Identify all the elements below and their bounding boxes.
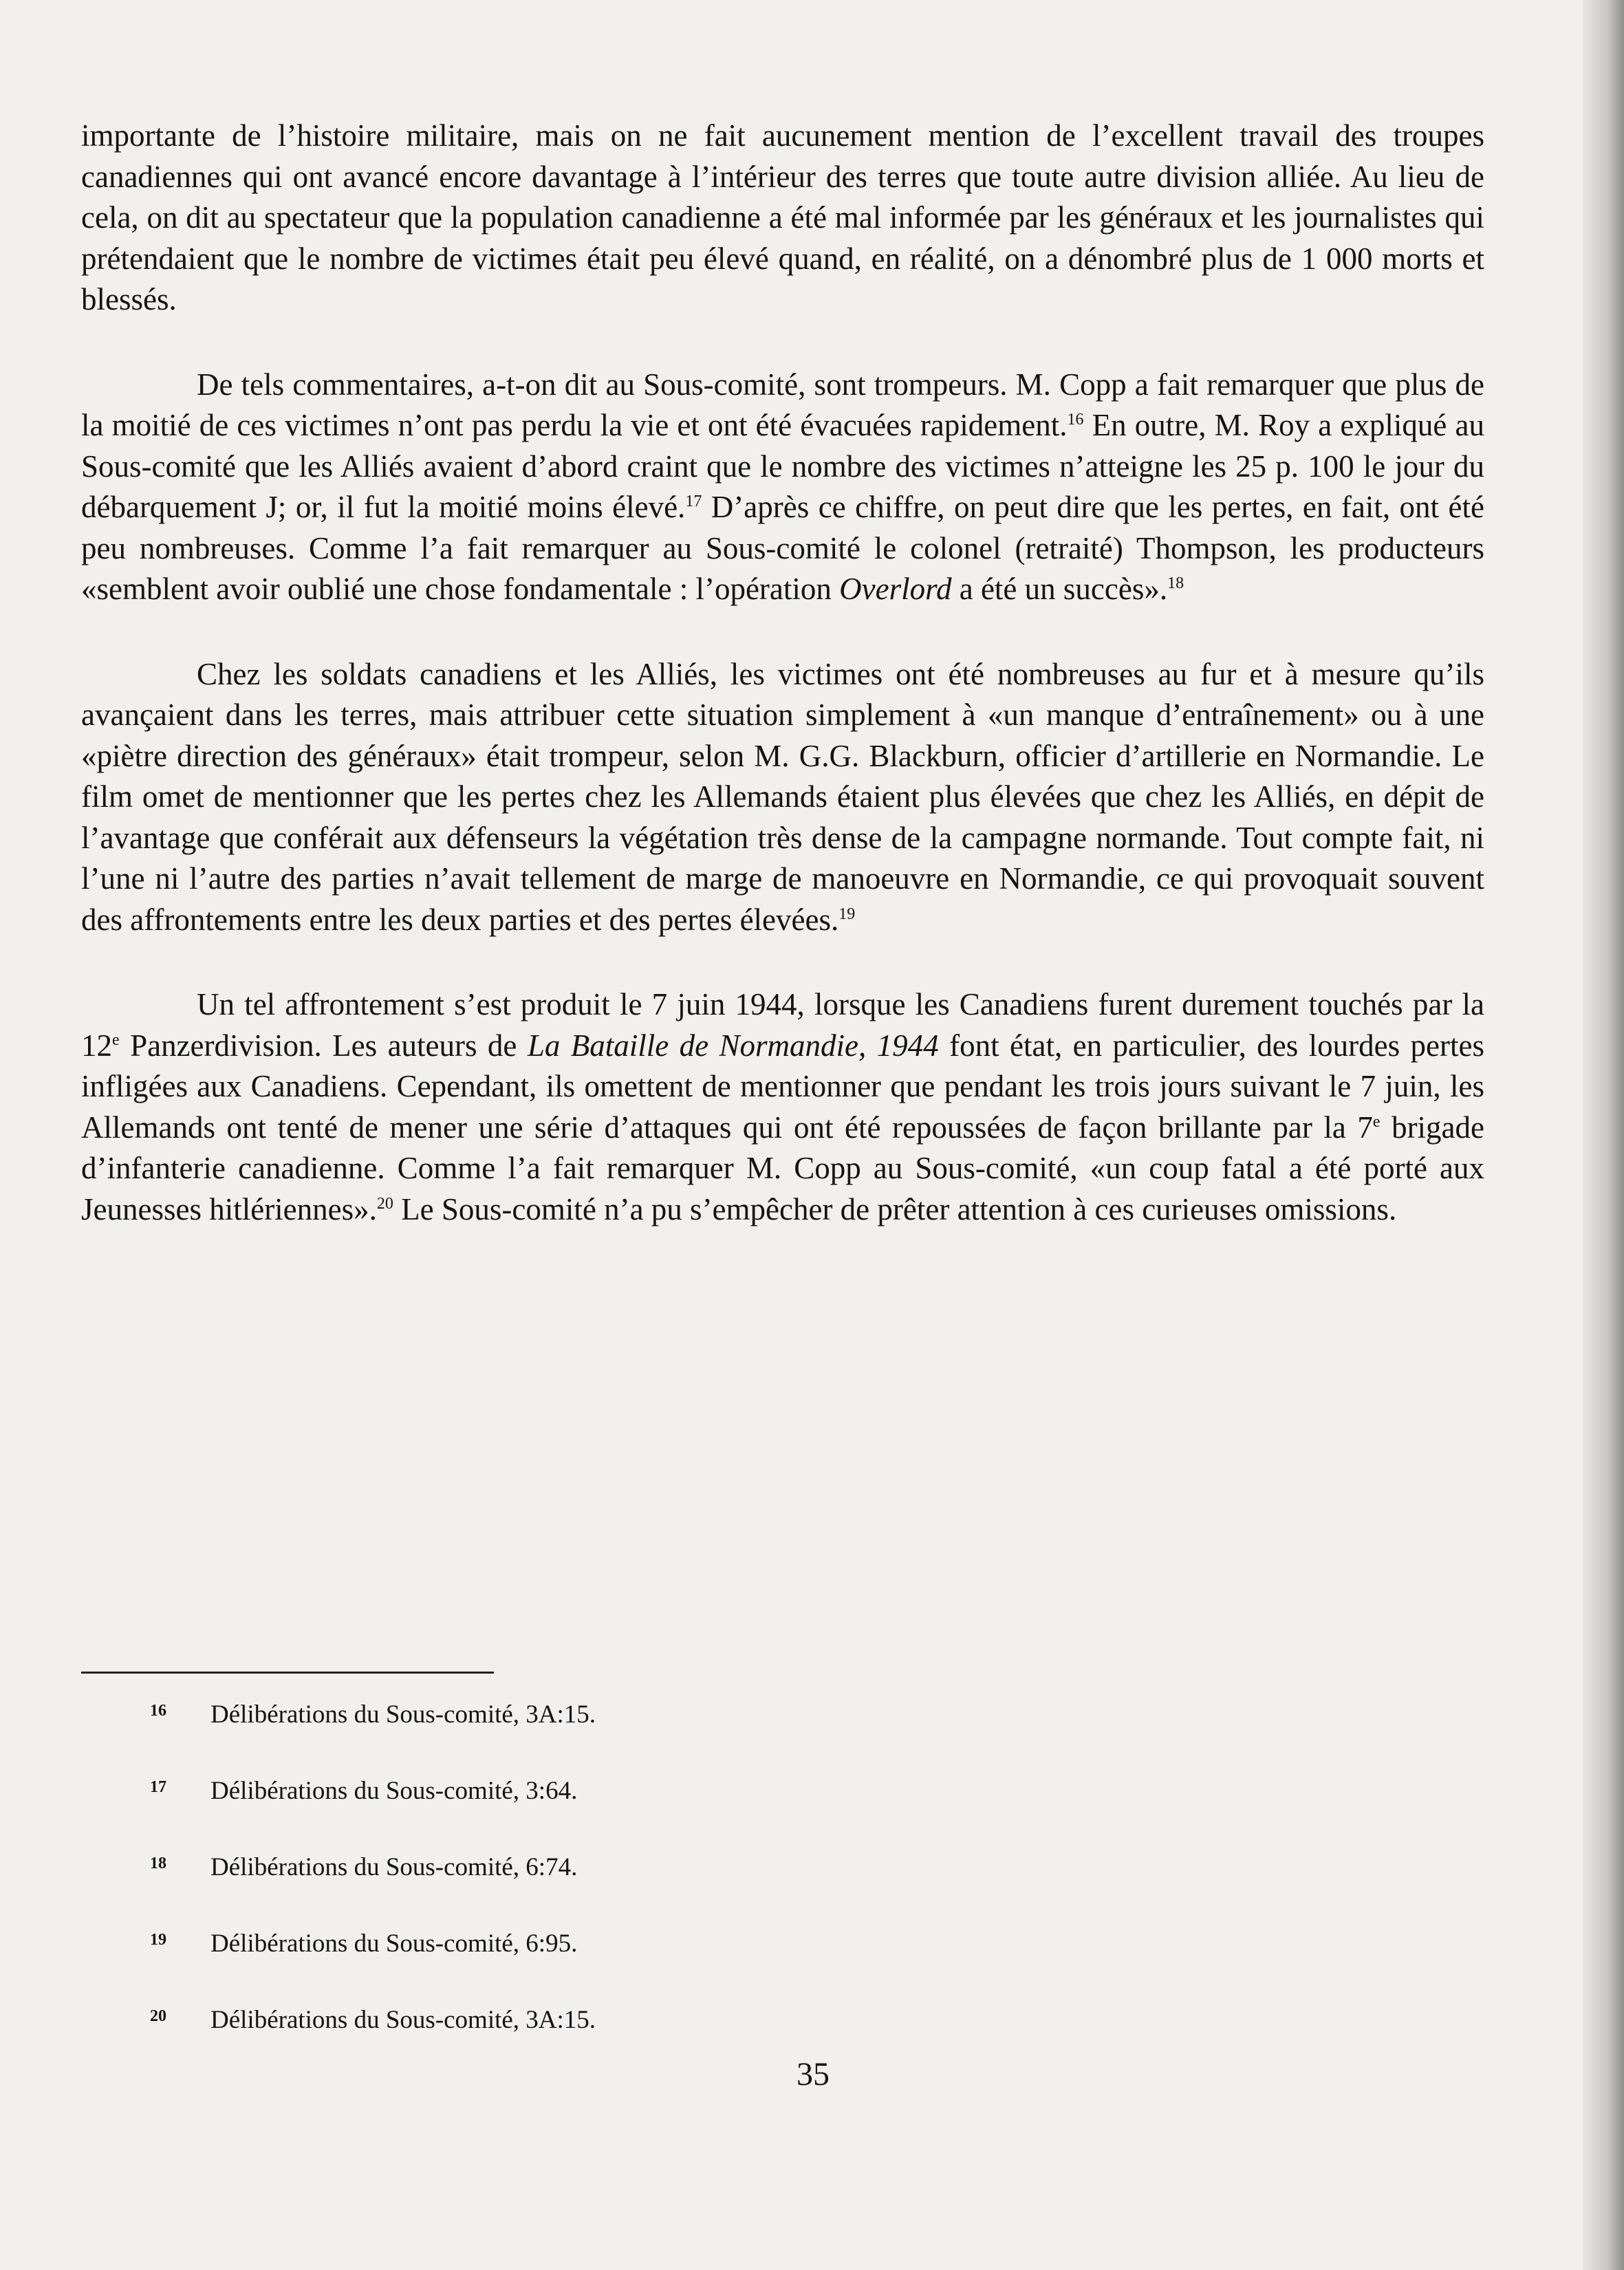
footnote-ref-20: 20 [376,1194,393,1213]
body-text [81,116,1484,1230]
page-number: 35 [797,2056,830,2093]
paragraph-2-text-a: De tels commentaires, a-t-on dit au Sous-comité, sont trompeurs. M. Copp a fait remarquer que plus de la moitié de ces victimes n’ont pas perdu la vie et ont été évacuées rapidement. [81,367,1484,442]
footnote-number: 17 [150,1778,166,1796]
footnote-item [150,1927,1113,2003]
footnote-text: Délibérations du Sous-comité, 3A:15. [210,2006,596,2034]
paragraph-2-text-b: En outre, M. Roy a expliqué au Sous-comité que les Alliés avaient d’abord craint que le nombre des victimes n’atteigne les 25 p. 100 le jour du débarquement J; or, il fut la moitié moins élevé. [81,408,1484,524]
paragraph-2 [81,365,1484,610]
footnote-number: 16 [150,1702,166,1720]
page-edge-shadow [1583,0,1624,2270]
paragraph-4 [81,984,1484,1230]
paragraph-4-text-a: Un tel affrontement s’est produit le 7 juin 1944, lorsque les Canadiens furent durement touchés par la 12 [81,987,1484,1063]
footnotes-list [150,1698,1113,2079]
footnote-ref-16: 16 [1067,411,1084,429]
footnote-text: Délibérations du Sous-comité, 3:64. [210,1777,578,1805]
footnote-ref-17: 17 [685,493,702,510]
footnote-ref-18: 18 [1167,574,1184,592]
paragraph-2-text-d: a été un succès». [951,572,1168,606]
paragraph-4-italic-title: La Bataille de Normandie, 1944 [527,1028,939,1063]
paragraph-2-text-c: D’après ce chiffre, on peut dire que les pertes, en fait, ont été peu nombreuses. Comme l’a fait remarquer au Sous-comité le colonel (retraité) Thompson, les producteurs «semblent avoir oublié une chose fondamentale : l’opération [81,490,1484,606]
footnote-number: 18 [150,1855,166,1872]
footnote-text: Délibérations du Sous-comité, 6:95. [210,1930,578,1958]
footnote-item [150,2003,1113,2079]
ordinal-superscript: e [112,1030,120,1049]
footnote-item [150,1850,1113,1927]
paragraph-4-text-c: font état, en particulier, des lourdes pertes infligées aux Canadiens. Cependant, ils omettent de mentionner que pendant les trois jours suivant le 7 juin, les Allemands ont tenté de mener une série d’attaques qui ont été repoussées de façon brillante par la 7 [81,1028,1484,1145]
footnote-number: 20 [150,2007,166,2025]
footnote-item [150,1698,1113,1774]
footnote-text: Délibérations du Sous-comité, 3A:15. [210,1700,596,1729]
paragraph-4-text-e: Le Sous-comité n’a pu s’empêcher de prêter attention à ces curieuses omissions. [393,1191,1397,1226]
footnote-divider [81,1672,494,1674]
footnote-item [150,1774,1113,1850]
paragraph-1 [81,116,1484,321]
footnote-ref-19: 19 [838,905,856,923]
ordinal-superscript: e [1372,1112,1381,1131]
paragraph-3-text: Chez les soldats canadiens et les Alliés, les victimes ont été nombreuses au fur et à mesure qu’ils avançaient dans les terres, mais attribuer cette situation simplement à «un manque d’entraînement» ou à une «piètre direction des généraux» était trompeur, selon M. G.G. Blackburn, officier d’artillerie en Normandie. Le film omet de mentionner que les pertes chez les Allemands étaient plus élevées que chez les Alliés, en dépit de l’avantage que conférait aux défenseurs la végétation très dense de la campagne normande. Tout compte fait, ni l’une ni l’autre des parties n’avait tellement de marge de manoeuvre en Normandie, ce qui provoquait souvent des affrontements entre les deux parties et des pertes élevées. [81,656,1484,937]
footnote-text: Délibérations du Sous-comité, 6:74. [210,1853,578,1881]
footnote-number: 19 [150,1931,166,1949]
paragraph-1-text: importante de l’histoire militaire, mais on ne fait aucunement mention de l’excellent travail des troupes canadiennes qui ont avancé encore davantage à l’intérieur des terres que toute autre division alliée. Au lieu de cela, on dit au spectateur que la population canadienne a été mal informée par les généraux et les journalistes qui prétendaient que le nombre de victimes était peu élevé quand, en réalité, on a dénombré plus de 1 000 morts et blessés. [81,118,1484,316]
paragraph-4-text-d: brigade d’infanterie canadienne. Comme l’a fait remarquer M. Copp au Sous-comité, «un coup fatal a été porté aux Jeunesses hitlériennes». [81,1110,1484,1226]
paragraph-3 [81,654,1484,941]
paragraph-4-text-b: Panzerdivision. Les auteurs de [119,1028,528,1063]
paragraph-2-italic-overlord: Overlord [839,572,952,606]
